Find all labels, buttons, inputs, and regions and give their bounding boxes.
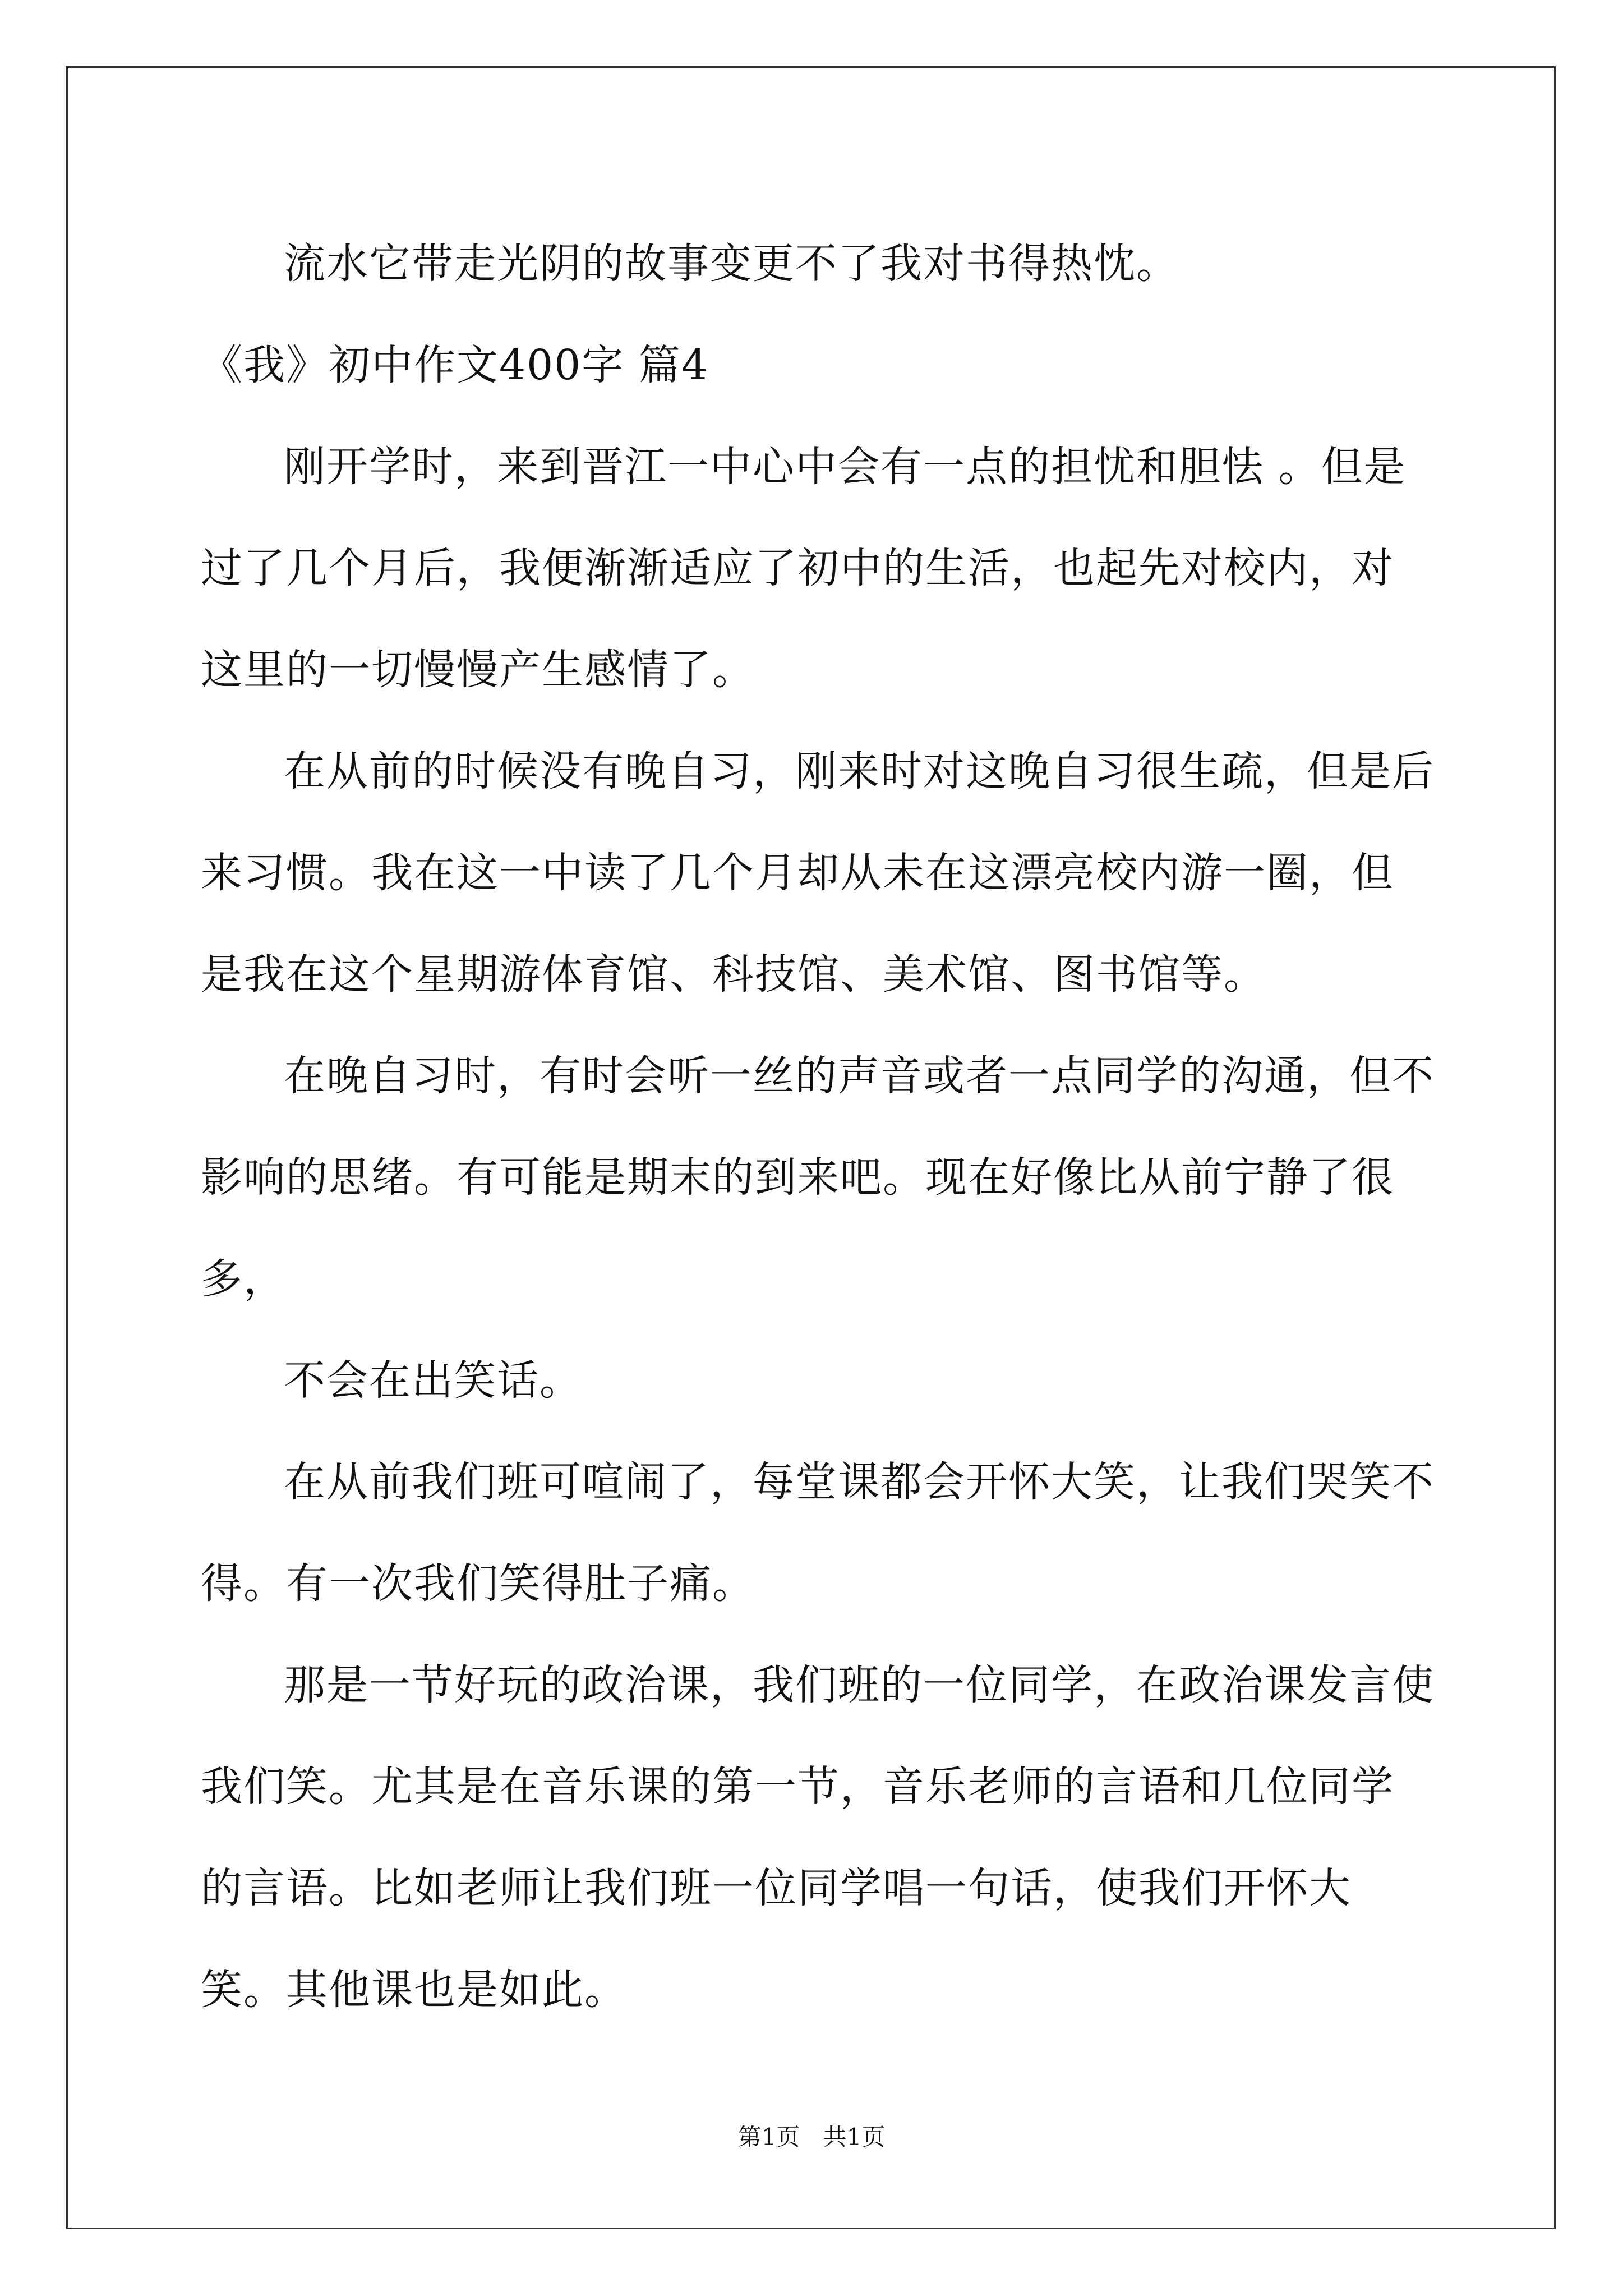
- paragraph: 那是一节好玩的政治课，我们班的一位同学，在政治课发言使我们笑。尤其是在音乐课的第一节，音乐老师的言语和几位同学的言语。比如老师让我们班一位同学唱一句话，使我们开怀大笑。其他课也是如此。: [201, 1661, 1435, 2014]
- page-number: 第1页: [737, 2123, 800, 2151]
- paragraph: 刚开学时，来到晋江一中心中会有一点的担忧和胆怯 。但是过了几个月后，我便渐渐适应了初中的生活，也起先对校内，对这里的一切慢慢产生感情了。: [201, 443, 1407, 694]
- paragraph: 在从前我们班可喧闹了，每堂课都会开怀大笑，让我们哭笑不得。有一次我们笑得肚子痛。: [201, 1458, 1435, 1608]
- paragraph: 在从前的时候没有晚自习，刚来时对这晚自习很生疏，但是后来习惯。我在这一中读了几个月却从未在这漂亮校内游一圈，但是我在这个星期游体育馆、科技馆、美术馆、图书馆等。: [201, 747, 1435, 999]
- page-total: 共1页: [823, 2123, 886, 2151]
- section-heading: 《我》初中作文400字 篇4: [201, 341, 709, 389]
- paragraph: 在晚自习时，有时会听一丝的声音或者一点同学的沟通，但不影响的思绪。有可能是期末的到来吧。现在好像比从前宁静了很多，: [201, 1052, 1435, 1303]
- paragraph: 不会在出笑话。: [284, 1356, 582, 1405]
- document-body: [201, 213, 1435, 2041]
- page-footer: [0, 2120, 1623, 2154]
- paragraph-intro: 流水它带走光阴的故事变更不了我对书得热忱。: [284, 240, 1179, 288]
